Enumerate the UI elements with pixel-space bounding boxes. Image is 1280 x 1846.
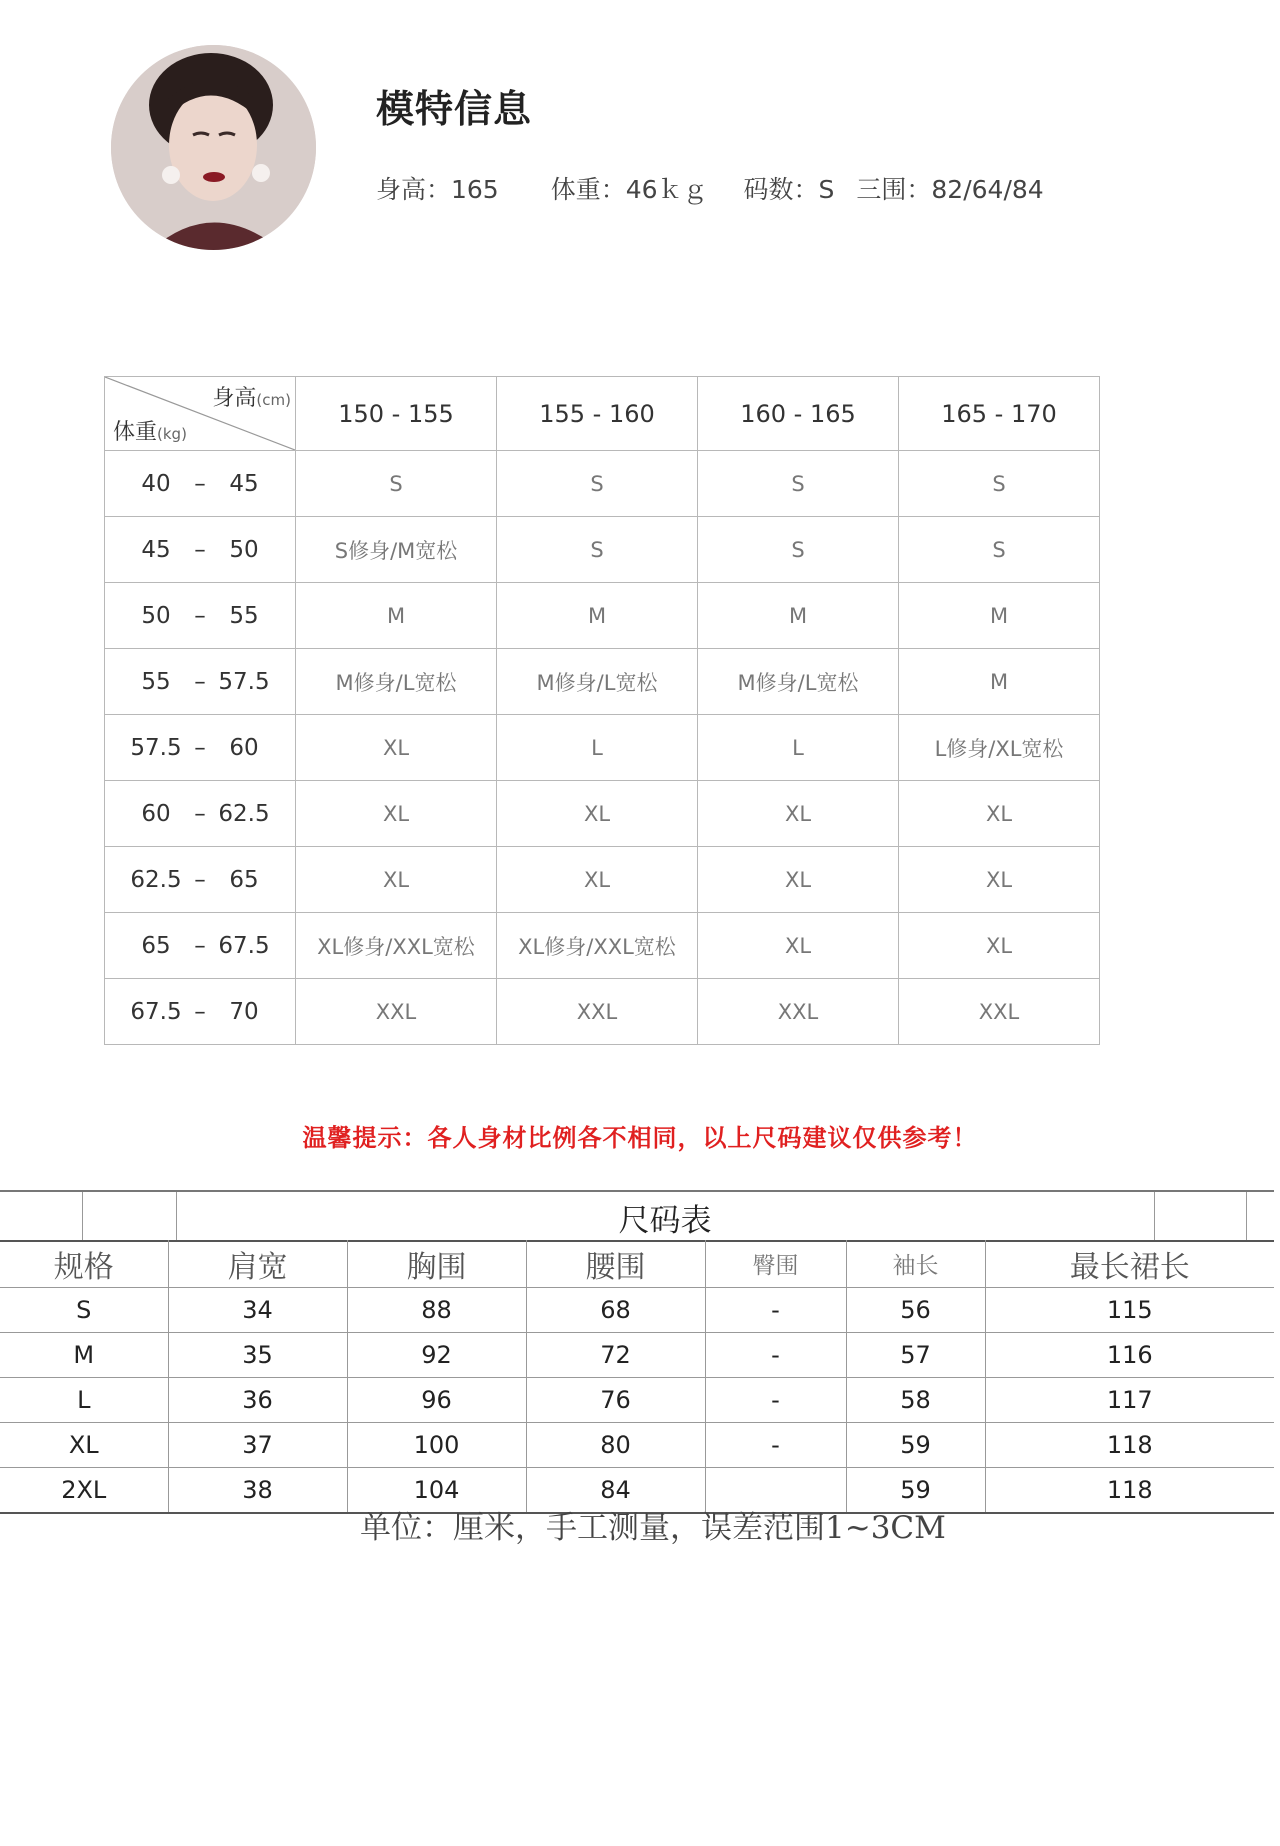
weight-dash: – xyxy=(194,470,206,497)
measurement-cell: M xyxy=(0,1333,168,1378)
weight-row xyxy=(105,517,1100,583)
weight-from: 40 xyxy=(141,470,171,497)
measurement-cell: 118 xyxy=(985,1423,1274,1468)
measurement-cell: S xyxy=(0,1288,168,1333)
size-cell: XL xyxy=(296,781,497,847)
size-cell: XL xyxy=(899,847,1100,913)
measurement-cell: 59 xyxy=(846,1468,985,1514)
weight-axis-unit: (kg) xyxy=(157,425,187,443)
unit-note: 单位：厘米，手工测量，误差范围1~3CM xyxy=(360,1510,946,1546)
weight-range xyxy=(105,847,296,913)
weight-dash: – xyxy=(194,668,206,695)
measurement-cell: XL xyxy=(0,1423,168,1468)
measurement-row xyxy=(0,1288,1274,1333)
weight-dash: – xyxy=(194,536,206,563)
size-cell: M修身/L宽松 xyxy=(497,649,698,715)
measurement-cell: 104 xyxy=(347,1468,526,1514)
size-cell: S xyxy=(698,451,899,517)
size-cell: S xyxy=(497,517,698,583)
weight-from: 67.5 xyxy=(130,998,182,1025)
size-cell: XL修身/XXL宽松 xyxy=(497,913,698,979)
weight-row xyxy=(105,781,1100,847)
size-cell: M xyxy=(698,583,899,649)
measurement-cell: 115 xyxy=(985,1288,1274,1333)
height-range-header: 165 - 170 xyxy=(899,377,1100,451)
size-cell: XL xyxy=(698,913,899,979)
measurement-cell: 38 xyxy=(168,1468,347,1514)
col-header-spec: 规格 xyxy=(0,1240,168,1288)
weight-range xyxy=(105,913,296,979)
weight-row xyxy=(105,583,1100,649)
measurement-cell: 100 xyxy=(347,1423,526,1468)
col-header-sleeve: 袖长 xyxy=(846,1240,985,1288)
measurement-cell: 76 xyxy=(526,1378,705,1423)
measurement-cell: 59 xyxy=(846,1423,985,1468)
weight-to: 60 xyxy=(229,734,259,761)
weight-range xyxy=(105,583,296,649)
measurement-cell: 72 xyxy=(526,1333,705,1378)
measurement-row xyxy=(0,1333,1274,1378)
size-cell: XL xyxy=(899,781,1100,847)
weight-from: 62.5 xyxy=(130,866,182,893)
size-cell: M修身/L宽松 xyxy=(698,649,899,715)
size-cell: M xyxy=(899,649,1100,715)
measurement-cell: L xyxy=(0,1378,168,1423)
size-recommendation-table xyxy=(104,376,1100,1045)
measurement-cell: 84 xyxy=(526,1468,705,1514)
size-cell: M xyxy=(497,583,698,649)
weight-range xyxy=(105,715,296,781)
size-cell: S修身/M宽松 xyxy=(296,517,497,583)
size-cell: XL xyxy=(296,847,497,913)
size-cell: XL xyxy=(899,913,1100,979)
size-cell: XXL xyxy=(296,979,497,1045)
measurement-cell: 117 xyxy=(985,1378,1274,1423)
weight-from: 55 xyxy=(141,668,171,695)
height-range-header: 150 - 155 xyxy=(296,377,497,451)
col-header-hip: 臀围 xyxy=(705,1240,846,1288)
weight-from: 60 xyxy=(141,800,171,827)
weight-range xyxy=(105,517,296,583)
model-height: 身高：165 xyxy=(376,175,499,204)
weight-row xyxy=(105,979,1100,1045)
weight-dash: – xyxy=(194,602,206,629)
model-weight: 体重：46ｋｇ xyxy=(550,175,708,204)
measurement-cell: 116 xyxy=(985,1333,1274,1378)
height-axis-unit: (cm) xyxy=(256,391,291,409)
model-info-title: 模特信息 xyxy=(376,87,533,131)
size-cell: S xyxy=(899,451,1100,517)
size-cell: L修身/XL宽松 xyxy=(899,715,1100,781)
weight-dash: – xyxy=(194,932,206,959)
measurement-cell: - xyxy=(705,1423,846,1468)
size-cell: S xyxy=(899,517,1100,583)
size-cell: XL xyxy=(296,715,497,781)
height-range-header: 160 - 165 xyxy=(698,377,899,451)
weight-row xyxy=(105,913,1100,979)
size-cell: M xyxy=(899,583,1100,649)
weight-dash: – xyxy=(194,800,206,827)
measurement-cell: 35 xyxy=(168,1333,347,1378)
size-notice: 温馨提示：各人身材比例各不相同，以上尺码建议仅供参考！ xyxy=(302,1124,978,1152)
weight-range xyxy=(105,781,296,847)
size-cell: S xyxy=(497,451,698,517)
size-cell: L xyxy=(497,715,698,781)
measurement-cell: 58 xyxy=(846,1378,985,1423)
weight-to: 65 xyxy=(229,866,259,893)
weight-range xyxy=(105,979,296,1045)
size-cell: XXL xyxy=(899,979,1100,1045)
measurement-cell: - xyxy=(705,1333,846,1378)
weight-dash: – xyxy=(194,734,206,761)
measurement-cell: 80 xyxy=(526,1423,705,1468)
measurement-cell: 57 xyxy=(846,1333,985,1378)
weight-range xyxy=(105,649,296,715)
size-cell: M修身/L宽松 xyxy=(296,649,497,715)
measurement-cell: 36 xyxy=(168,1378,347,1423)
col-header-shoulder: 肩宽 xyxy=(168,1240,347,1288)
size-cell: XL xyxy=(698,781,899,847)
measurement-cell: 2XL xyxy=(0,1468,168,1514)
model-measurements: 三围：82/64/84 xyxy=(856,175,1044,204)
measurement-row xyxy=(0,1378,1274,1423)
size-cell: XL xyxy=(497,847,698,913)
weight-to: 57.5 xyxy=(218,668,270,695)
measurement-row xyxy=(0,1423,1274,1468)
measurement-table-title: 尺码表 xyxy=(618,1203,712,1239)
size-cell: S xyxy=(296,451,497,517)
weight-to: 62.5 xyxy=(218,800,270,827)
weight-to: 50 xyxy=(229,536,259,563)
height-range-header: 155 - 160 xyxy=(497,377,698,451)
size-cell: L xyxy=(698,715,899,781)
weight-row xyxy=(105,715,1100,781)
weight-to: 45 xyxy=(229,470,259,497)
model-stats xyxy=(376,170,1044,206)
weight-to: 55 xyxy=(229,602,259,629)
weight-from: 45 xyxy=(141,536,171,563)
size-cell: XXL xyxy=(497,979,698,1045)
measurement-cell: - xyxy=(705,1378,846,1423)
measurement-cell: 92 xyxy=(347,1333,526,1378)
weight-from: 57.5 xyxy=(130,734,182,761)
measurement-cell: 118 xyxy=(985,1468,1274,1514)
measurement-cell: 56 xyxy=(846,1288,985,1333)
measurement-cell: 34 xyxy=(168,1288,347,1333)
weight-range xyxy=(105,451,296,517)
size-cell: XXL xyxy=(698,979,899,1045)
model-size: 码数：S xyxy=(743,175,835,204)
size-cell: XL xyxy=(497,781,698,847)
measurement-cell: 88 xyxy=(347,1288,526,1333)
weight-row xyxy=(105,649,1100,715)
measurement-cell: 37 xyxy=(168,1423,347,1468)
height-header-row xyxy=(105,377,1100,451)
weight-dash: – xyxy=(194,998,206,1025)
size-cell: S xyxy=(698,517,899,583)
weight-to: 70 xyxy=(229,998,259,1025)
col-header-waist: 腰围 xyxy=(526,1240,705,1288)
size-cell: M xyxy=(296,583,497,649)
weight-row xyxy=(105,847,1100,913)
size-cell: XL修身/XXL宽松 xyxy=(296,913,497,979)
measurement-cell: - xyxy=(705,1288,846,1333)
measurement-cell: 96 xyxy=(347,1378,526,1423)
measurement-cell: 68 xyxy=(526,1288,705,1333)
col-header-dress-length: 最长裙长 xyxy=(985,1240,1274,1288)
height-axis-label: 身高 xyxy=(212,386,257,411)
corner-header xyxy=(105,377,296,451)
measurement-header-row xyxy=(0,1240,1274,1288)
weight-to: 67.5 xyxy=(218,932,270,959)
weight-from: 50 xyxy=(141,602,171,629)
weight-axis-label: 体重 xyxy=(113,420,158,445)
weight-dash: – xyxy=(194,866,206,893)
measurement-table xyxy=(0,1240,1274,1514)
model-avatar xyxy=(111,45,316,250)
weight-from: 65 xyxy=(141,932,171,959)
weight-row xyxy=(105,451,1100,517)
col-header-bust: 胸围 xyxy=(347,1240,526,1288)
size-cell: XL xyxy=(698,847,899,913)
